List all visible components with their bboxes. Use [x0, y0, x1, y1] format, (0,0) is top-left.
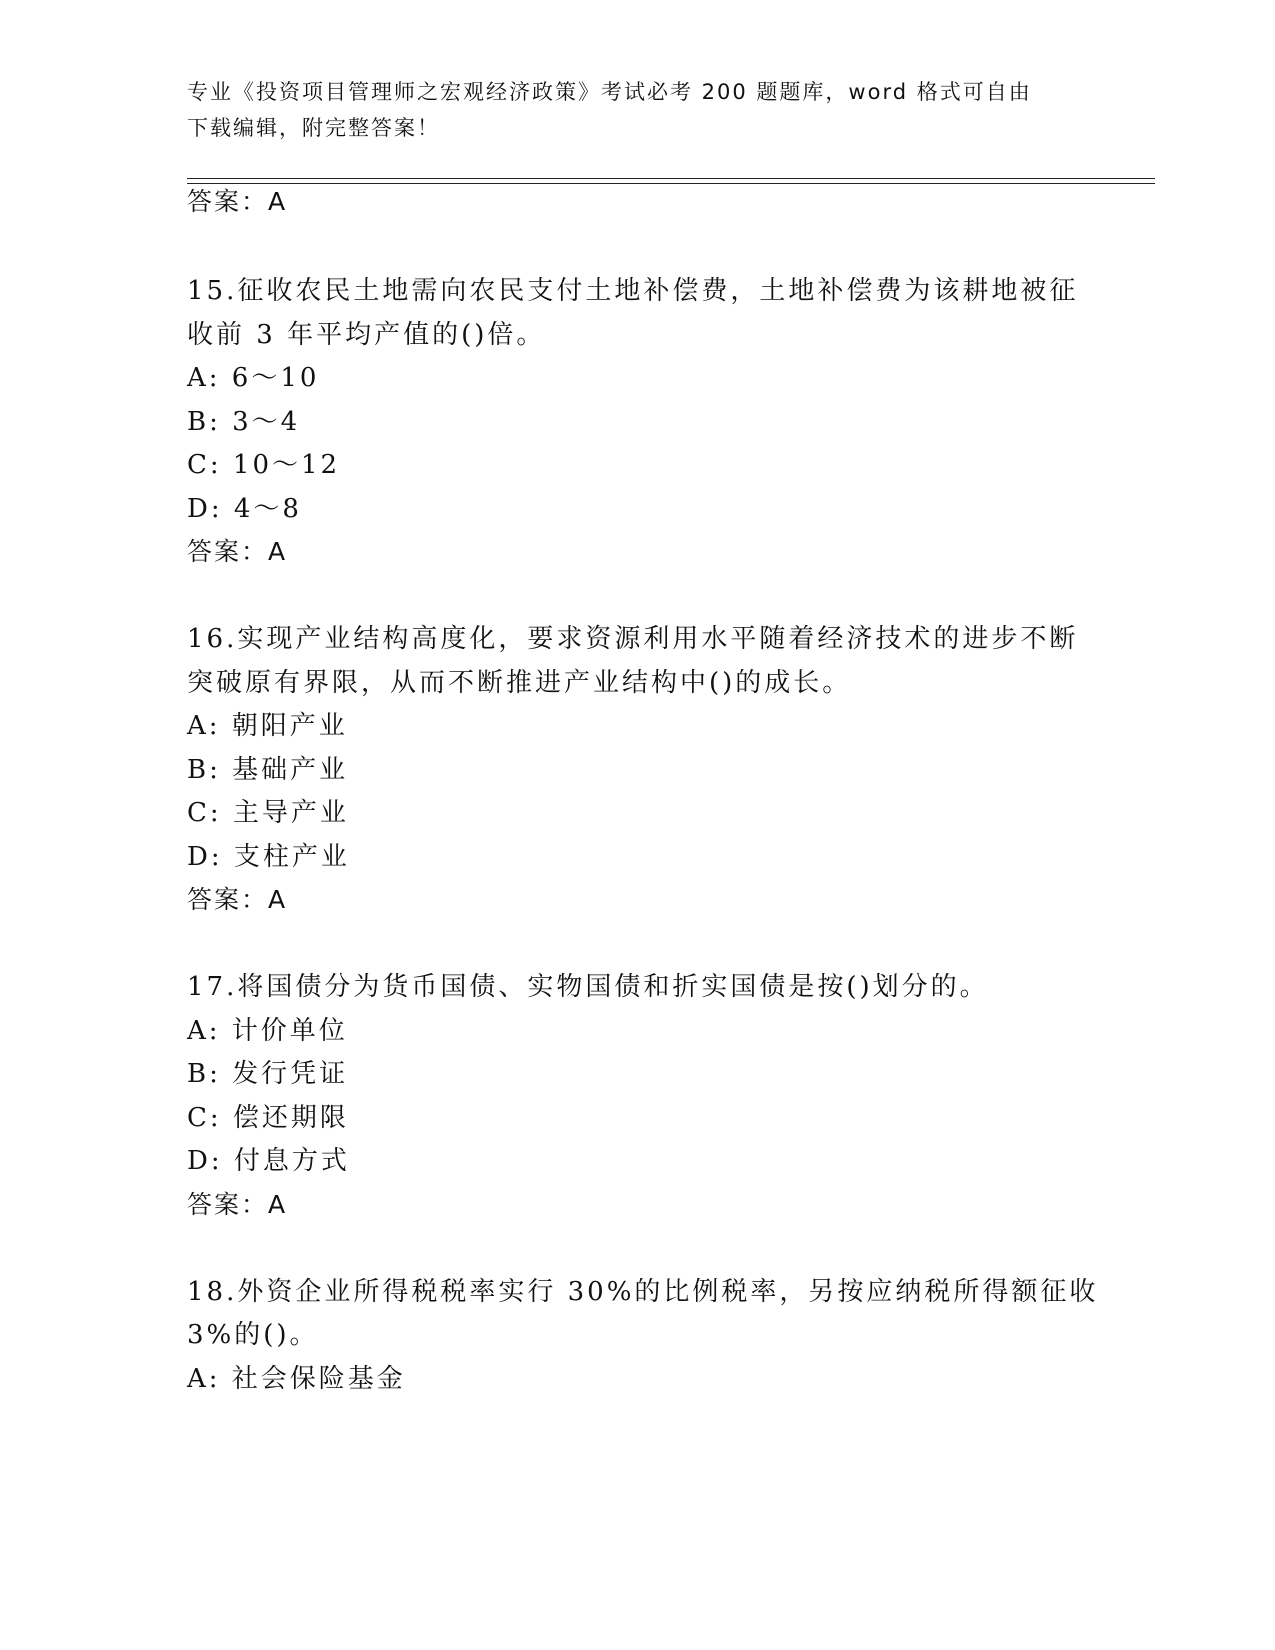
question-18-stem-line-1: 18.外资企业所得税税率实行 30%的比例税率，另按应纳税所得额征收: [187, 1277, 1099, 1307]
question-17-option-d: D: 付息方式: [187, 1146, 350, 1176]
header-line-2: 下载编辑，附完整答案！: [187, 116, 440, 140]
question-15-option-d: D: 4～8: [187, 494, 302, 524]
question-15-stem-line-2: 收前 3 年平均产值的()倍。: [187, 320, 546, 350]
question-15-option-a: A: 6～10: [187, 363, 320, 393]
question-17-stem: 17.将国债分为货币国债、实物国债和折实国债是按()划分的。: [187, 972, 989, 1002]
header-rule-bottom: [187, 183, 1155, 184]
header-rule-top: [187, 178, 1155, 179]
question-16-option-c: C: 主导产业: [187, 798, 349, 828]
header-line-1: 专业《投资项目管理师之宏观经济政策》考试必考 200 题题库，word 格式可自由: [187, 80, 1032, 104]
question-17-option-c: C: 偿还期限: [187, 1103, 349, 1133]
question-15-option-b: B: 3～4: [187, 407, 301, 437]
question-17-option-b: B: 发行凭证: [187, 1059, 349, 1089]
question-15-answer: 答案：A: [187, 537, 288, 566]
question-16-stem-line-1: 16.实现产业结构高度化，要求资源利用水平随着经济技术的进步不断: [187, 624, 1079, 654]
question-18-stem-line-2: 3%的()。: [187, 1320, 319, 1350]
document-header: [187, 74, 1087, 146]
question-16-option-b: B: 基础产业: [187, 755, 349, 785]
question-17-answer: 答案：A: [187, 1190, 288, 1219]
question-17-option-a: A: 计价单位: [187, 1016, 348, 1046]
question-16-answer: 答案：A: [187, 885, 288, 914]
question-16-option-a: A: 朝阳产业: [187, 711, 348, 741]
question-15-stem-line-1: 15.征收农民土地需向农民支付土地补偿费，土地补偿费为该耕地被征: [187, 276, 1079, 306]
question-16-stem-line-2: 突破原有界限，从而不断推进产业结构中()的成长。: [187, 668, 852, 698]
answer-line: 答案：A: [187, 187, 288, 216]
question-15-option-c: C: 10～12: [187, 450, 341, 480]
question-18-option-a: A: 社会保险基金: [187, 1364, 406, 1394]
question-16-option-d: D: 支柱产业: [187, 842, 350, 872]
